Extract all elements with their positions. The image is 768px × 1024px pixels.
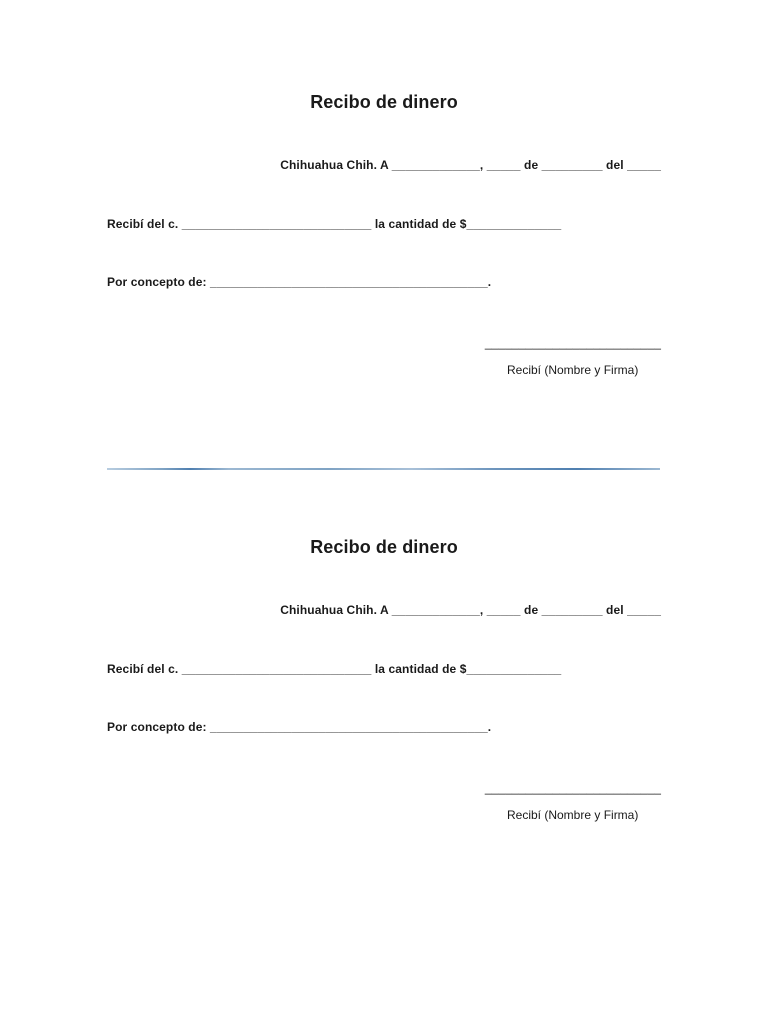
receipt-title: Recibo de dinero bbox=[310, 537, 458, 557]
signature-line: __________________________ bbox=[484, 781, 661, 795]
signature-line: __________________________ bbox=[484, 336, 661, 350]
concept-line: Por concepto de: _________________________________________. bbox=[107, 275, 492, 289]
received-from-line: Recibí del c. ____________________________ la cantidad de $______________ bbox=[107, 217, 562, 231]
date-line: Chihuahua Chih. A _____________, _____ de _________ del _____ bbox=[280, 603, 661, 617]
receipt-form-bottom bbox=[0, 445, 768, 865]
concept-line: Por concepto de: _________________________________________. bbox=[107, 720, 492, 734]
signature-label: Recibí (Nombre y Firma) bbox=[507, 808, 639, 822]
received-from-line: Recibí del c. ____________________________ la cantidad de $______________ bbox=[107, 662, 562, 676]
date-line: Chihuahua Chih. A _____________, _____ de _________ del _____ bbox=[280, 158, 661, 172]
signature-label: Recibí (Nombre y Firma) bbox=[507, 363, 639, 377]
receipt-title: Recibo de dinero bbox=[310, 92, 458, 112]
receipt-form-top bbox=[0, 0, 768, 420]
